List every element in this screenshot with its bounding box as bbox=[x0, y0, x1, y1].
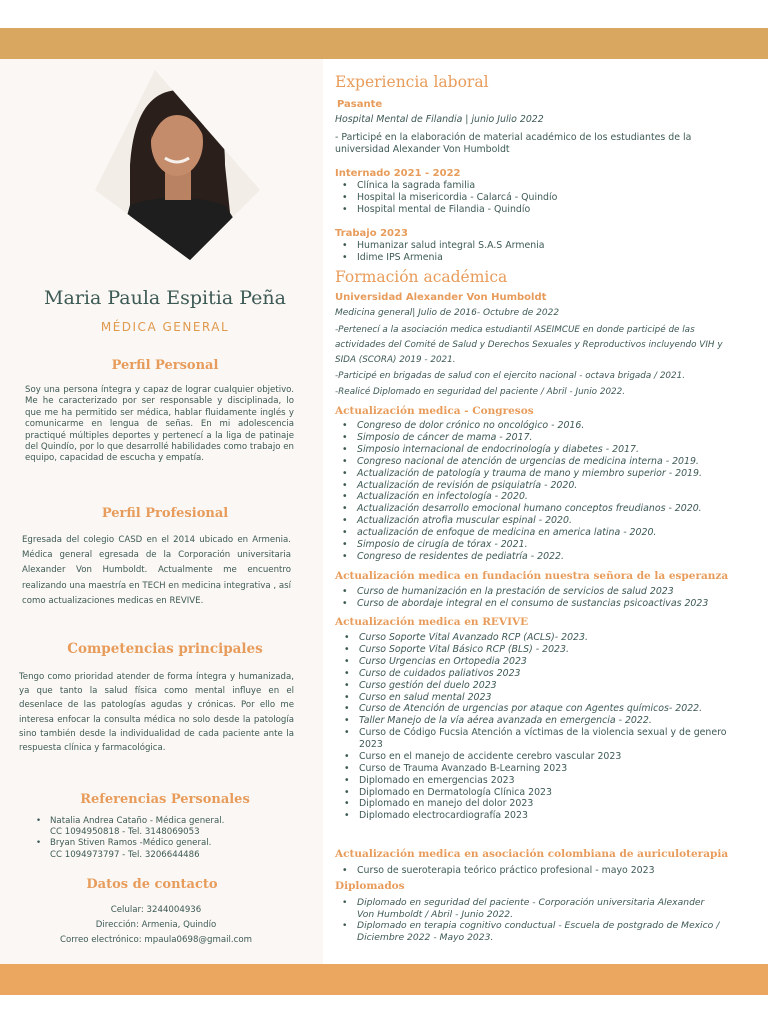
fundacion-list bbox=[341, 586, 756, 610]
reference-item: • Natalia Andrea Cataño - Médica general. CC 1094950818 - Tel. 3148069053 bbox=[36, 816, 296, 838]
referencias-heading: Referencias Personales bbox=[80, 792, 250, 807]
formacion-heading: Formación académica bbox=[335, 268, 508, 286]
list-item: • Diplomado en Dermatología Clínica 2023 bbox=[343, 787, 733, 799]
list-item: • Clínica la sagrada familia bbox=[341, 180, 756, 192]
list-item: • Curso en salud mental 2023 bbox=[343, 692, 758, 704]
pasante-place: Hospital Mental de Filandia | junio Julio 2022 bbox=[335, 114, 544, 125]
contact-address: Dirección: Armenia, Quindío bbox=[95, 920, 217, 930]
list-item: • Curso en el manejo de accidente cerebro vascular 2023 bbox=[343, 751, 733, 763]
list-item: • Curso de abordaje integral en el consumo de sustancias psicoactivas 2023 bbox=[341, 598, 756, 610]
list-item: • Curso de cuidados paliativos 2023 bbox=[343, 668, 758, 680]
list-item: • Diplomado en emergencias 2023 bbox=[343, 775, 733, 787]
competencias-heading: Competencias principales bbox=[67, 641, 263, 657]
trabajo-heading: Trabajo 2023 bbox=[335, 228, 408, 239]
competencias-text: Tengo como prioridad atender de forma íntegra y humanizada, ya que tanto la salud física como mental influye en el desenlace de las patologías agudas y crónicas. Por ello me interesa enfocar la consulta médica no solo desde la patología sino también desde la individualidad de cada paciente ante la respuesta clínica y farmacológica. bbox=[19, 672, 294, 754]
perfil-personal-text: Soy una persona íntegra y capaz de lograr cualquier objetivo. Me he caracterizado por ser responsable y disciplinada, lo que me ha permitido ser médica, hablar fluidamente inglés y comunicarme en lengua de señas. En mi adolescencia practiqué múltiples deportes y pertenecí a la liga de patinaje del Quindío, por lo que desarrollé habilidades como trabajo en equipo, capacidad de escucha y empatía. bbox=[25, 385, 294, 464]
list-item: • Simposio internacional de endocrinología y diabetes - 2017. bbox=[341, 444, 756, 456]
list-item: • Simposio de cáncer de mama - 2017. bbox=[341, 432, 756, 444]
list-item: • Hospital la misericordia - Calarcá - Quindío bbox=[341, 192, 756, 204]
candidate-name: Maria Paula Espitia Peña bbox=[44, 287, 286, 309]
list-item: • Congreso de dolor crónico no oncológico - 2016. bbox=[341, 420, 756, 432]
list-item: • Actualización atrofia muscular espinal - 2020. bbox=[341, 515, 756, 527]
list-item: • Actualización desarrollo emocional humano conceptos freudianos - 2020. bbox=[341, 503, 756, 515]
list-item: • Curso Urgencias en Ortopedia 2023 bbox=[343, 656, 758, 668]
auriculoterapia-heading: Actualización medica en asociación colombiana de auriculoterapia bbox=[335, 848, 729, 860]
pasante-heading: Pasante bbox=[337, 99, 383, 110]
formacion-periodo: Medicina general| Julio de 2016- Octubre de 2022 bbox=[335, 308, 560, 318]
revive-heading: Actualización medica en REVIVE bbox=[335, 616, 529, 628]
trabajo-list bbox=[341, 240, 756, 264]
list-item: • Idime IPS Armenia bbox=[341, 252, 756, 264]
list-item: • Diplomado en terapia cognitivo conductual - Escuela de postgrado de Mexico / Diciembre 2022 - Mayo 2023. bbox=[341, 920, 721, 943]
bottom-accent-bar bbox=[0, 964, 768, 995]
list-item: • actualización de enfoque de medicina en america latina - 2020. bbox=[341, 527, 756, 539]
list-item: • Actualización en infectología - 2020. bbox=[341, 491, 756, 503]
list-item: • Actualización de revisión de psiquiatría - 2020. bbox=[341, 480, 756, 492]
list-item: • Curso Soporte Vital Avanzado RCP (ACLS)- 2023. bbox=[343, 632, 758, 644]
list-item: • Humanizar salud integral S.A.S Armenia bbox=[341, 240, 756, 252]
top-accent-bar bbox=[0, 28, 768, 59]
list-item: • Diplomado en seguridad del paciente - Corporación universitaria Alexander Von Humboldt / Abril - Junio 2022. bbox=[341, 897, 721, 920]
internado-list bbox=[341, 180, 756, 216]
list-item: • Curso de Atención de urgencias por ataque con Agentes químicos- 2022. bbox=[343, 703, 758, 715]
diplomados-heading: Diplomados bbox=[335, 880, 405, 892]
list-item: • Taller Manejo de la vía aérea avanzada en emergencia - 2022. bbox=[343, 715, 758, 727]
list-item: • Curso gestión del duelo 2023 bbox=[343, 680, 758, 692]
profile-photo bbox=[95, 70, 260, 260]
diplomados-list bbox=[341, 897, 721, 943]
list-item: • Simposio de cirugía de tórax - 2021. bbox=[341, 539, 756, 551]
contacto-heading: Datos de contacto bbox=[86, 877, 218, 892]
perfil-profesional-text: Egresada del colegio CASD en el 2014 ubicado en Armenia. Médica general egresada de la Corporación universitaria Alexander Von Humboldt. Actualmente me encuentro realizando una maestría en TECH en medicina integrativa , así como actualizaciones medicas en REVIVE. bbox=[22, 535, 291, 606]
list-item: • Curso de sueroterapia teórico práctico profesional - mayo 2023 bbox=[341, 865, 756, 877]
referencias-list bbox=[36, 816, 296, 861]
formacion-detalle-1: -Pertenecí a la asociación medica estudiantil ASEIMCUE en donde participé de las actividades del Comité de Salud y Derechos Sexuales y Reproductivos incluyendo VIH y SIDA (SCORA) 2019 - 2021. bbox=[335, 325, 723, 365]
reference-item: • Bryan Stiven Ramos -Médico general. CC 1094973797 - Tel. 3206644486 bbox=[36, 838, 296, 860]
congresos-heading: Actualización medica - Congresos bbox=[335, 405, 534, 417]
list-item: • Congreso de residentes de pediatría - 2022. bbox=[341, 551, 756, 563]
revive-list-italic bbox=[343, 632, 758, 727]
list-item: • Curso de Código Fucsia Atención a víctimas de la violencia sexual y de genero 2023 bbox=[343, 727, 733, 751]
internado-heading: Internado 2021 - 2022 bbox=[335, 168, 461, 179]
list-item: • Diplomado electrocardiografía 2023 bbox=[343, 810, 733, 822]
fundacion-heading: Actualización medica en fundación nuestra señora de la esperanza bbox=[335, 570, 729, 582]
perfil-profesional-heading: Perfil Profesional bbox=[101, 506, 229, 521]
list-item: • Hospital mental de Filandia - Quindío bbox=[341, 204, 756, 216]
list-item: • Curso de Trauma Avanzado B-Learning 2023 bbox=[343, 763, 733, 775]
candidate-role: MÉDICA GENERAL bbox=[100, 320, 230, 334]
list-item: • Curso de humanización en la prestación de servicios de salud 2023 bbox=[341, 586, 756, 598]
congresos-list bbox=[341, 420, 756, 563]
contact-info bbox=[0, 903, 312, 948]
experiencia-heading: Experiencia laboral bbox=[335, 73, 489, 91]
contact-email: Correo electrónico: mpaula0698@gmail.com bbox=[60, 935, 252, 945]
pasante-desc: - Participé en la elaboración de material académico de los estudiantes de la universidad Alexander Von Humboldt bbox=[335, 132, 692, 155]
revive-list-plain bbox=[343, 727, 733, 822]
auriculoterapia-list bbox=[341, 865, 756, 877]
formacion-detalle-2: -Participé en brigadas de salud con el ejercito nacional - octava brigada / 2021. bbox=[335, 371, 686, 381]
contact-phone: Celular: 3244004936 bbox=[110, 905, 202, 915]
perfil-personal-heading: Perfil Personal bbox=[111, 358, 219, 373]
universidad-name: Universidad Alexander Von Humboldt bbox=[335, 292, 547, 303]
formacion-detalle-3: -Realicé Diplomado en seguridad del paciente / Abril - Junio 2022. bbox=[335, 387, 626, 397]
list-item: • Curso Soporte Vital Básico RCP (BLS) - 2023. bbox=[343, 644, 758, 656]
list-item: • Congreso nacional de atención de urgencias de medicina interna - 2019. bbox=[341, 456, 756, 468]
list-item: • Diplomado en manejo del dolor 2023 bbox=[343, 798, 733, 810]
list-item: • Actualización de patología y trauma de mano y miembro superior - 2019. bbox=[341, 468, 756, 480]
